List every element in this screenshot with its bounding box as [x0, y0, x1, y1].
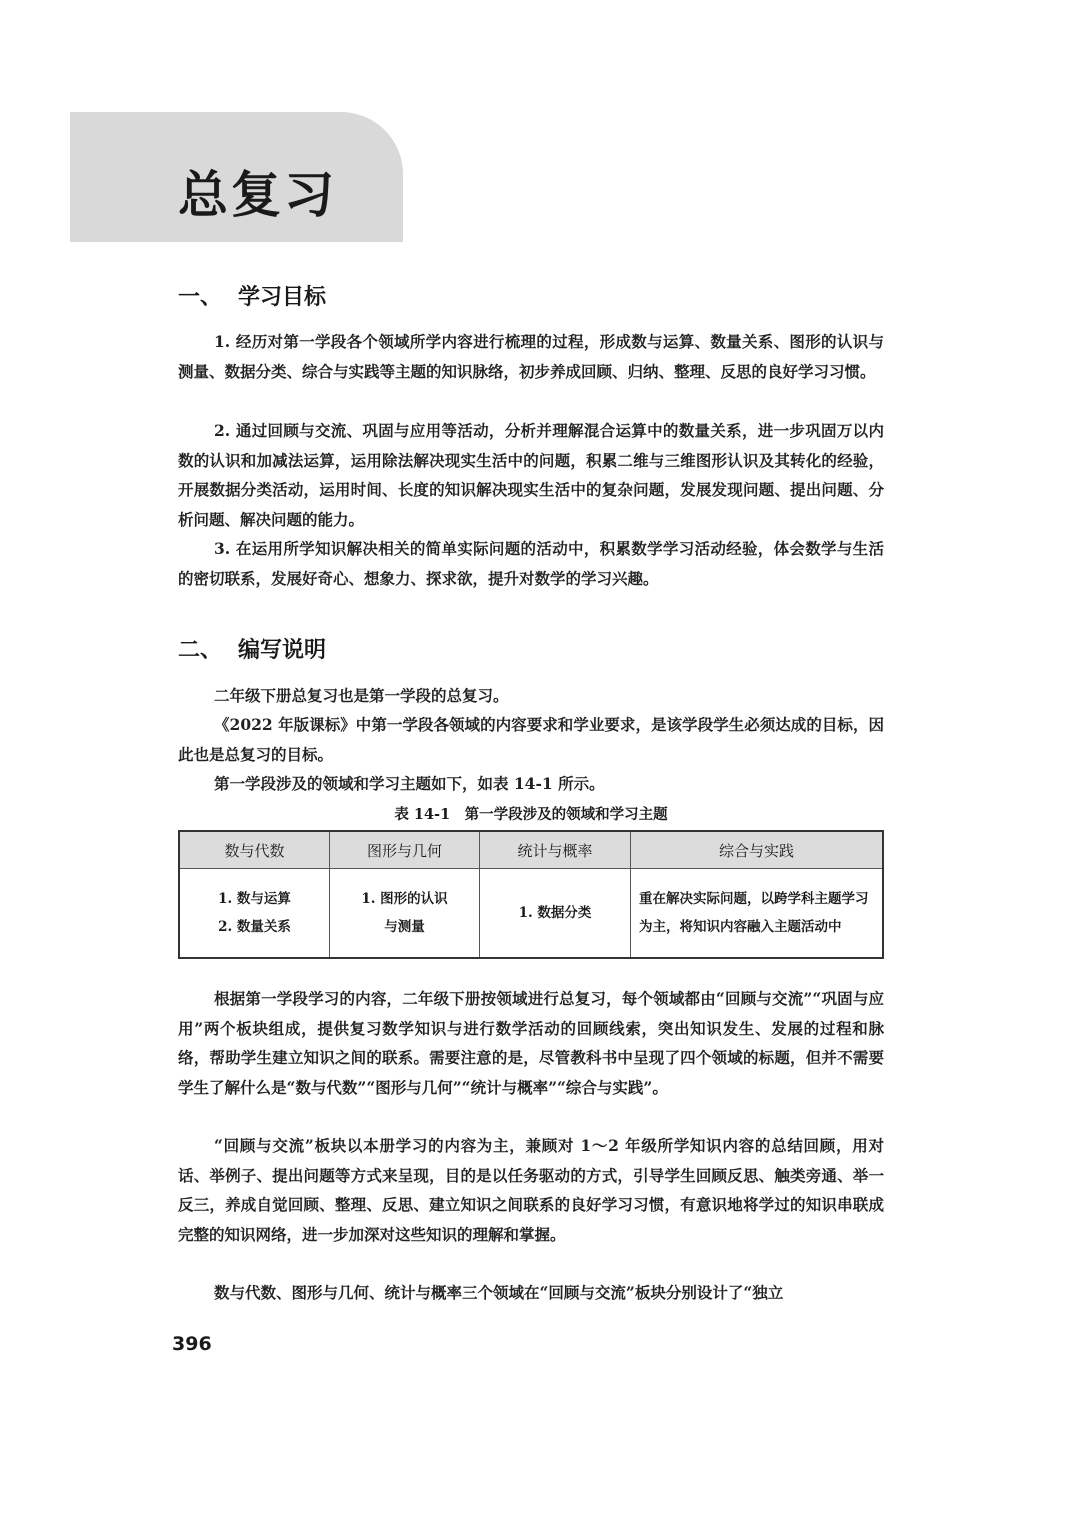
table-cell-number-algebra	[179, 869, 330, 959]
cell-line: 与测量	[384, 919, 425, 935]
domains-table	[178, 830, 884, 959]
table-cell-geometry	[330, 869, 480, 959]
cell-line: 2. 数量关系	[218, 919, 291, 935]
section-number: 二、	[178, 638, 223, 663]
cell-line: 1. 数与运算	[218, 891, 291, 907]
table-header-cell: 图形与几何	[330, 831, 480, 869]
table-header-cell: 数与代数	[179, 831, 330, 869]
chapter-title: 总复习	[178, 166, 337, 224]
table-row	[179, 869, 883, 959]
section-title: 学习目标	[238, 285, 327, 310]
table-caption: 表 14-1 第一学段涉及的领域和学习主题	[394, 806, 668, 823]
page-number: 396	[172, 1333, 212, 1355]
section-title: 编写说明	[238, 638, 327, 663]
notes-intro-2: 《2022 年版课标》中第一学段各领域的内容要求和学业要求，是该学段学生必须达成的目标，因此也是总复习的目标。	[178, 715, 884, 764]
notes-intro-3: 第一学段涉及的领域和学习主题如下，如表 14-1 所示。	[214, 774, 605, 793]
goal-paragraph-1: 1. 经历对第一学段各个领域所学内容进行梳理的过程，形成数与运算、数量关系、图形的认识与测量、数据分类、综合与实践等主题的知识脉络，初步养成回顾、归纳、整理、反思的良好学习习惯。	[178, 332, 884, 381]
section-heading-notes	[178, 640, 326, 662]
section-number: 一、	[178, 285, 223, 310]
goal-paragraph-2: 2. 通过回顾与交流、巩固与应用等活动，分析并理解混合运算中的数量关系，进一步巩固万以内数的认识和加减法运算，运用除法解决现实生活中的问题，积累二维与三维图形认识及其转化的经验，开展数据分类活动，运用时间、长度的知识解决现实生活中的复杂问题，发展发现问题、提出问题、分析问题、解决问题的能力。	[178, 421, 884, 529]
notes-paragraph-2: “回顾与交流”板块以本册学习的内容为主，兼顾对 1～2 年级所学知识内容的总结回顾，用对话、举例子、提出问题等方式来呈现，目的是以任务驱动的方式，引导学生回顾反思、触类旁通、举一反三，养成自觉回顾、整理、反思、建立知识之间联系的良好学习习惯，有意识地将学过的知识串联成完整的知识网络，进一步加深对这些知识的理解和掌握。	[178, 1136, 884, 1244]
cell-line: 1. 图形的认识	[361, 891, 448, 907]
table-header-cell: 综合与实践	[631, 831, 884, 869]
notes-intro-1: 二年级下册总复习也是第一学段的总复习。	[214, 686, 509, 705]
table-header-cell: 统计与概率	[480, 831, 631, 869]
table-header-row	[179, 831, 883, 869]
table-cell-practice: 重在解决实际问题，以跨学科主题学习为主，将知识内容融入主题活动中	[631, 869, 884, 959]
notes-paragraph-3: 数与代数、图形与几何、统计与概率三个领域在“回顾与交流”板块分别设计了“独立	[214, 1283, 784, 1302]
notes-paragraph-1: 根据第一学段学习的内容，二年级下册按领域进行总复习，每个领域都由“回顾与交流”“巩固与应用”两个板块组成，提供复习数学知识与进行数学活动的回顾线索，突出知识发生、发展的过程和脉络，帮助学生建立知识之间的联系。需要注意的是，尽管教科书中呈现了四个领域的标题，但并不需要学生了解什么是“数与代数”“图形与几何”“统计与概率”“综合与实践”。	[178, 989, 884, 1097]
table-cell-statistics: 1. 数据分类	[480, 869, 631, 959]
goal-paragraph-3: 3. 在运用所学知识解决相关的简单实际问题的活动中，积累数学学习活动经验，体会数学与生活的密切联系，发展好奇心、想象力、探求欲，提升对数学的学习兴趣。	[178, 539, 884, 588]
section-heading-goals	[178, 287, 326, 309]
